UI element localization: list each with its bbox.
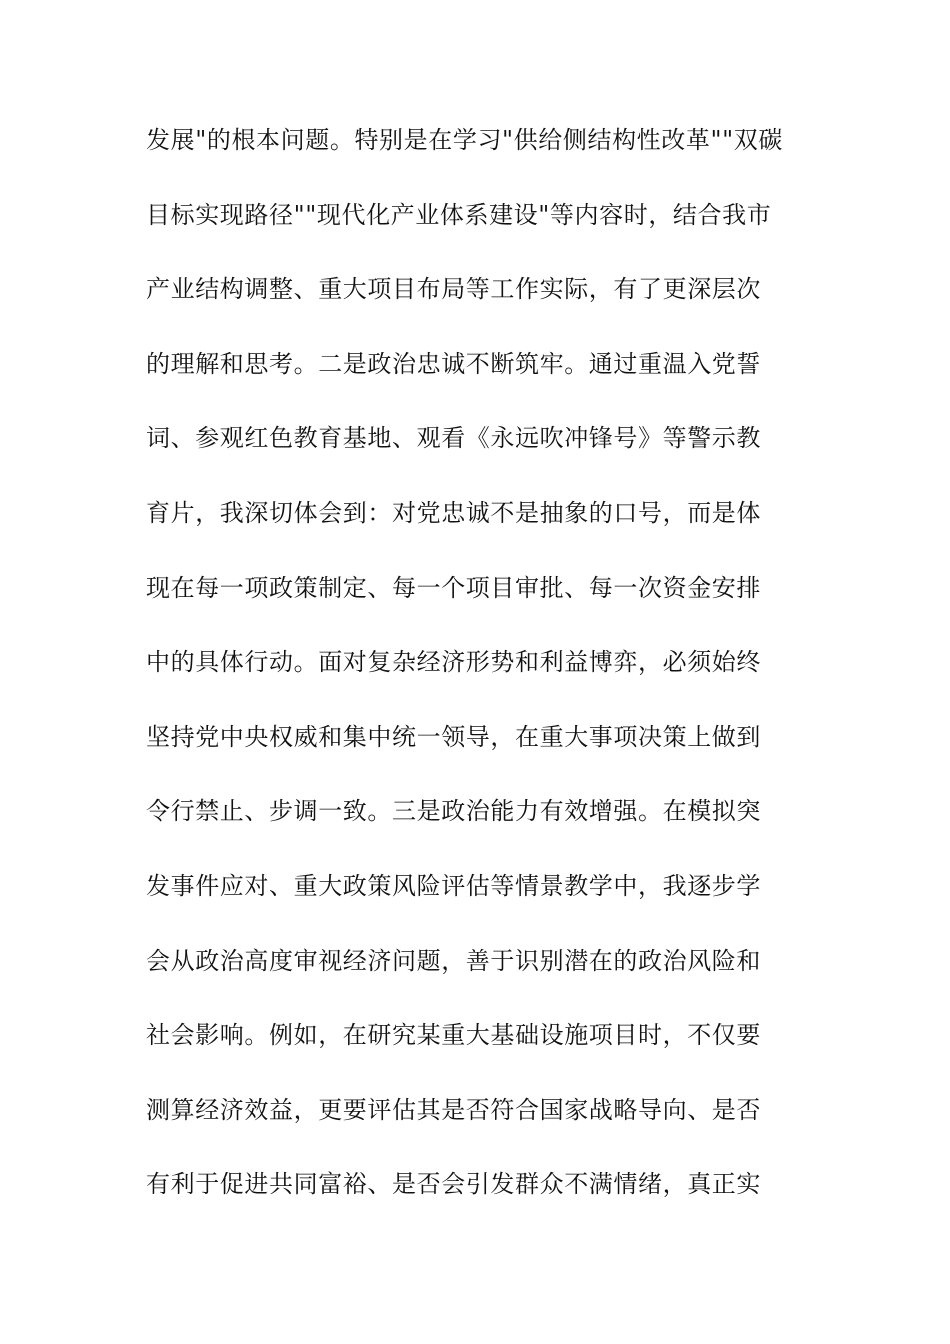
text-line: 测算经济效益，更要评估其是否符合国家战略导向、是否 [146, 1095, 761, 1124]
text-line: 令行禁止、步调一致。三是政治能力有效增强。在模拟突 [146, 797, 761, 826]
text-line: 产业结构调整、重大项目布局等工作实际，有了更深层次 [146, 275, 761, 304]
text-line: 育片，我深切体会到：对党忠诚不是抽象的口号，而是体 [146, 498, 761, 527]
text-line: 社会影响。例如，在研究某重大基础设施项目时，不仅要 [146, 1021, 761, 1050]
text-line: 的理解和思考。二是政治忠诚不断筑牢。通过重温入党誓 [146, 349, 761, 378]
text-line: 目标实现路径""现代化产业体系建设"等内容时，结合我市 [146, 200, 772, 229]
text-line: 中的具体行动。面对复杂经济形势和利益博弈，必须始终 [146, 648, 761, 677]
text-line: 发展"的根本问题。特别是在学习"供给侧结构性改革""双碳 [146, 126, 783, 154]
text-line: 会从政治高度审视经济问题，善于识别潜在的政治风险和 [146, 946, 761, 975]
text-line: 现在每一项政策制定、每一个项目审批、每一次资金安排 [146, 573, 761, 602]
text-line: 发事件应对、重大政策风险评估等情景教学中，我逐步学 [146, 871, 761, 900]
text-line: 坚持党中央权威和集中统一领导，在重大事项决策上做到 [146, 722, 761, 751]
body-text [146, 117, 816, 1236]
text-line: 词、参观红色教育基地、观看《永远吹冲锋号》等警示教 [146, 424, 761, 453]
text-line: 有利于促进共同富裕、是否会引发群众不满情绪，真正实 [146, 1170, 761, 1199]
